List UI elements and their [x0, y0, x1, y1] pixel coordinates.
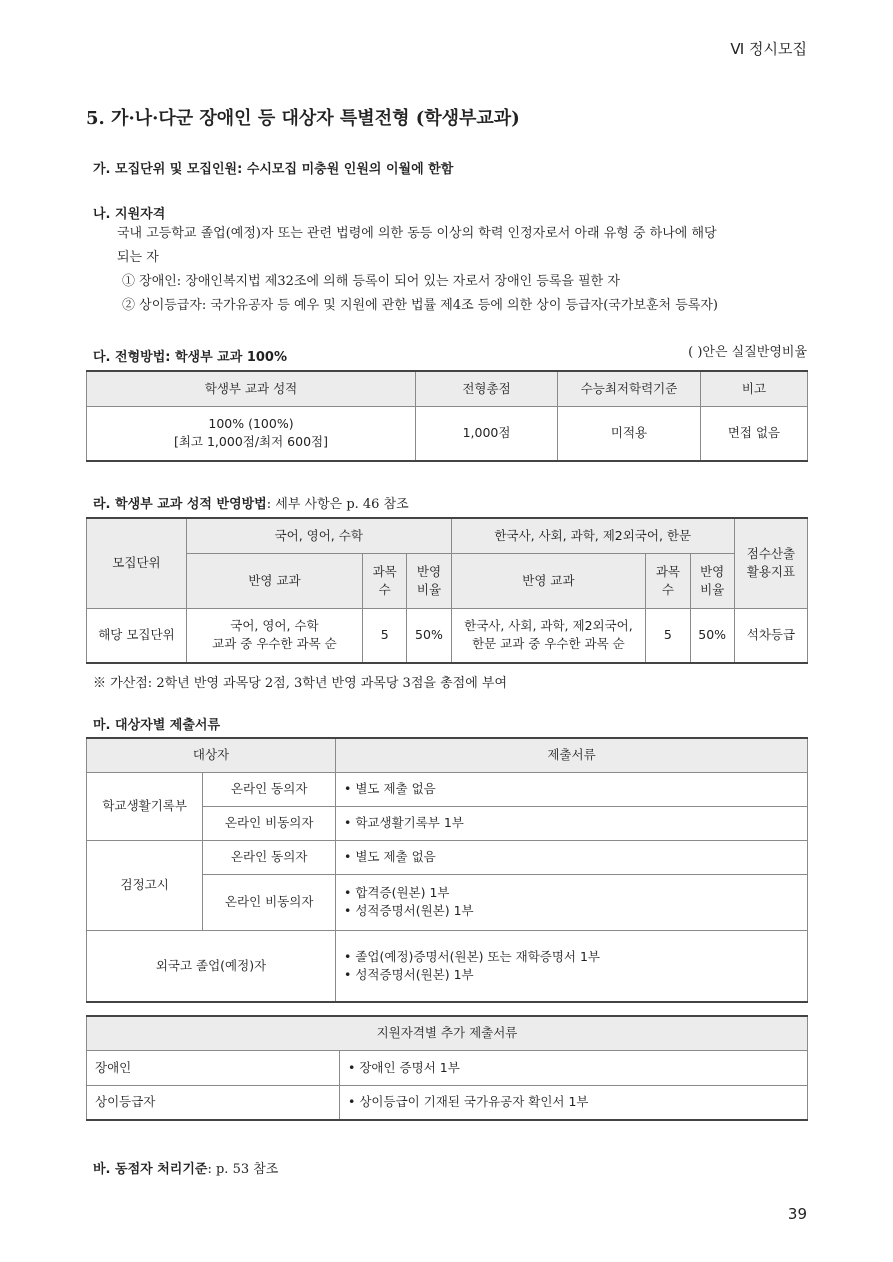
doc-ged-none: • 별도 제출 없음 — [336, 840, 808, 874]
documents-table — [86, 737, 808, 1003]
eligibility-line1: 국내 고등학교 졸업(예정)자 또는 관련 법령에 의한 동등 이상의 학력 인정자로서 아래 유형 중 하나에 해당 — [117, 226, 717, 241]
doc-veteran: • 상이등급이 기재된 국가유공자 확인서 1부 — [340, 1085, 808, 1120]
group1-count-cell: 5 — [363, 608, 407, 663]
group2-subject-cell: 한국사, 사회, 과학, 제2외국어, 한문 교과 중 우수한 과목 순 — [451, 608, 646, 663]
group2-ratio-cell: 50% — [690, 608, 734, 663]
doc-disabled: • 장애인 증명서 1부 — [340, 1050, 808, 1085]
ratio-note: ( )안은 실질반영비율 — [688, 345, 807, 360]
header-ratio2: 반영 비율 — [690, 553, 734, 608]
header-subject1: 반영 교과 — [186, 553, 362, 608]
target-ged-agree: 온라인 동의자 — [203, 840, 336, 874]
selection-table — [86, 370, 808, 462]
eligibility-item2: ② 상이등급자: 국가유공자 등 예우 및 지원에 관한 법률 제4조 등에 의한 상이 등급자(국가보훈처 등록자) — [122, 298, 718, 313]
doc-ged-list: • 합격증(원본) 1부 • 성적증명서(원본) 1부 — [336, 874, 808, 930]
header-target: 대상자 — [87, 738, 336, 772]
header-unit: 모집단위 — [87, 518, 187, 608]
group1-ratio-cell: 50% — [407, 608, 451, 663]
col-header-total: 전형총점 — [416, 371, 558, 406]
header-count2: 과목 수 — [646, 553, 690, 608]
heading-na: 나. 지원자격 — [93, 207, 166, 222]
header-index: 점수산출 활용지표 — [734, 518, 807, 608]
heading-da: 다. 전형방법: 학생부 교과 100% — [93, 350, 287, 365]
table-row — [87, 608, 808, 663]
min-cell: 미적용 — [558, 406, 701, 461]
target-ged: 검정고시 — [87, 840, 203, 930]
header-count1: 과목 수 — [363, 553, 407, 608]
page-number: 39 — [787, 1205, 807, 1223]
header-group1: 국어, 영어, 수학 — [186, 518, 451, 553]
remark-cell: 면접 없음 — [701, 406, 808, 461]
doc-foreign-list: • 졸업(예정)증명서(원본) 또는 재학증명서 1부 • 성적증명서(원본) 1부 — [336, 930, 808, 1002]
section-title: 5. 가·나·다군 장애인 등 대상자 특별전형 (학생부교과) — [86, 108, 520, 129]
additional-docs-table — [86, 1015, 808, 1121]
eligibility-item1: ① 장애인: 장애인복지법 제32조에 의해 등록이 되어 있는 자로서 장애인 등록을 필한 자 — [122, 274, 620, 289]
header-docs: 제출서류 — [336, 738, 808, 772]
chapter-header: Ⅵ 정시모집 — [730, 40, 807, 58]
target-school: 학교생활기록부 — [87, 772, 203, 840]
header-ratio1: 반영 비율 — [407, 553, 451, 608]
header-subject2: 반영 교과 — [451, 553, 646, 608]
col-header-score: 학생부 교과 성적 — [87, 371, 416, 406]
heading-ma: 마. 대상자별 제출서류 — [93, 718, 221, 733]
index-cell: 석차등급 — [734, 608, 807, 663]
target-online-disagree: 온라인 비동의자 — [203, 806, 336, 840]
bonus-footnote: ※ 가산점: 2학년 반영 과목당 2점, 3학년 반영 과목당 3점을 총점에 부여 — [93, 676, 508, 691]
unit-cell: 해당 모집단위 — [87, 608, 187, 663]
group1-subject-cell: 국어, 영어, 수학 교과 중 우수한 과목 순 — [186, 608, 362, 663]
header-additional: 지원자격별 추가 제출서류 — [87, 1016, 808, 1050]
eligibility-line2: 되는 자 — [117, 250, 159, 265]
doc-record: • 학교생활기록부 1부 — [336, 806, 808, 840]
heading-ba: 바. 동점자 처리기준: p. 53 참조 — [93, 1162, 279, 1177]
target-disabled: 장애인 — [87, 1050, 340, 1085]
target-online-agree: 온라인 동의자 — [203, 772, 336, 806]
grade-method-table — [86, 517, 808, 664]
target-veteran: 상이등급자 — [87, 1085, 340, 1120]
target-ged-disagree: 온라인 비동의자 — [203, 874, 336, 930]
heading-ra: 라. 학생부 교과 성적 반영방법: 세부 사항은 p. 46 참조 — [93, 497, 409, 512]
total-cell: 1,000점 — [416, 406, 558, 461]
heading-ga: 가. 모집단위 및 모집인원: 수시모집 미충원 인원의 이월에 한함 — [93, 162, 454, 177]
col-header-min: 수능최저학력기준 — [558, 371, 701, 406]
col-header-remark: 비고 — [701, 371, 808, 406]
doc-none: • 별도 제출 없음 — [336, 772, 808, 806]
target-foreign: 외국고 졸업(예정)자 — [87, 930, 336, 1002]
score-cell: 100% (100%) [최고 1,000점/최저 600점] — [87, 406, 416, 461]
header-group2: 한국사, 사회, 과학, 제2외국어, 한문 — [451, 518, 734, 553]
group2-count-cell: 5 — [646, 608, 690, 663]
